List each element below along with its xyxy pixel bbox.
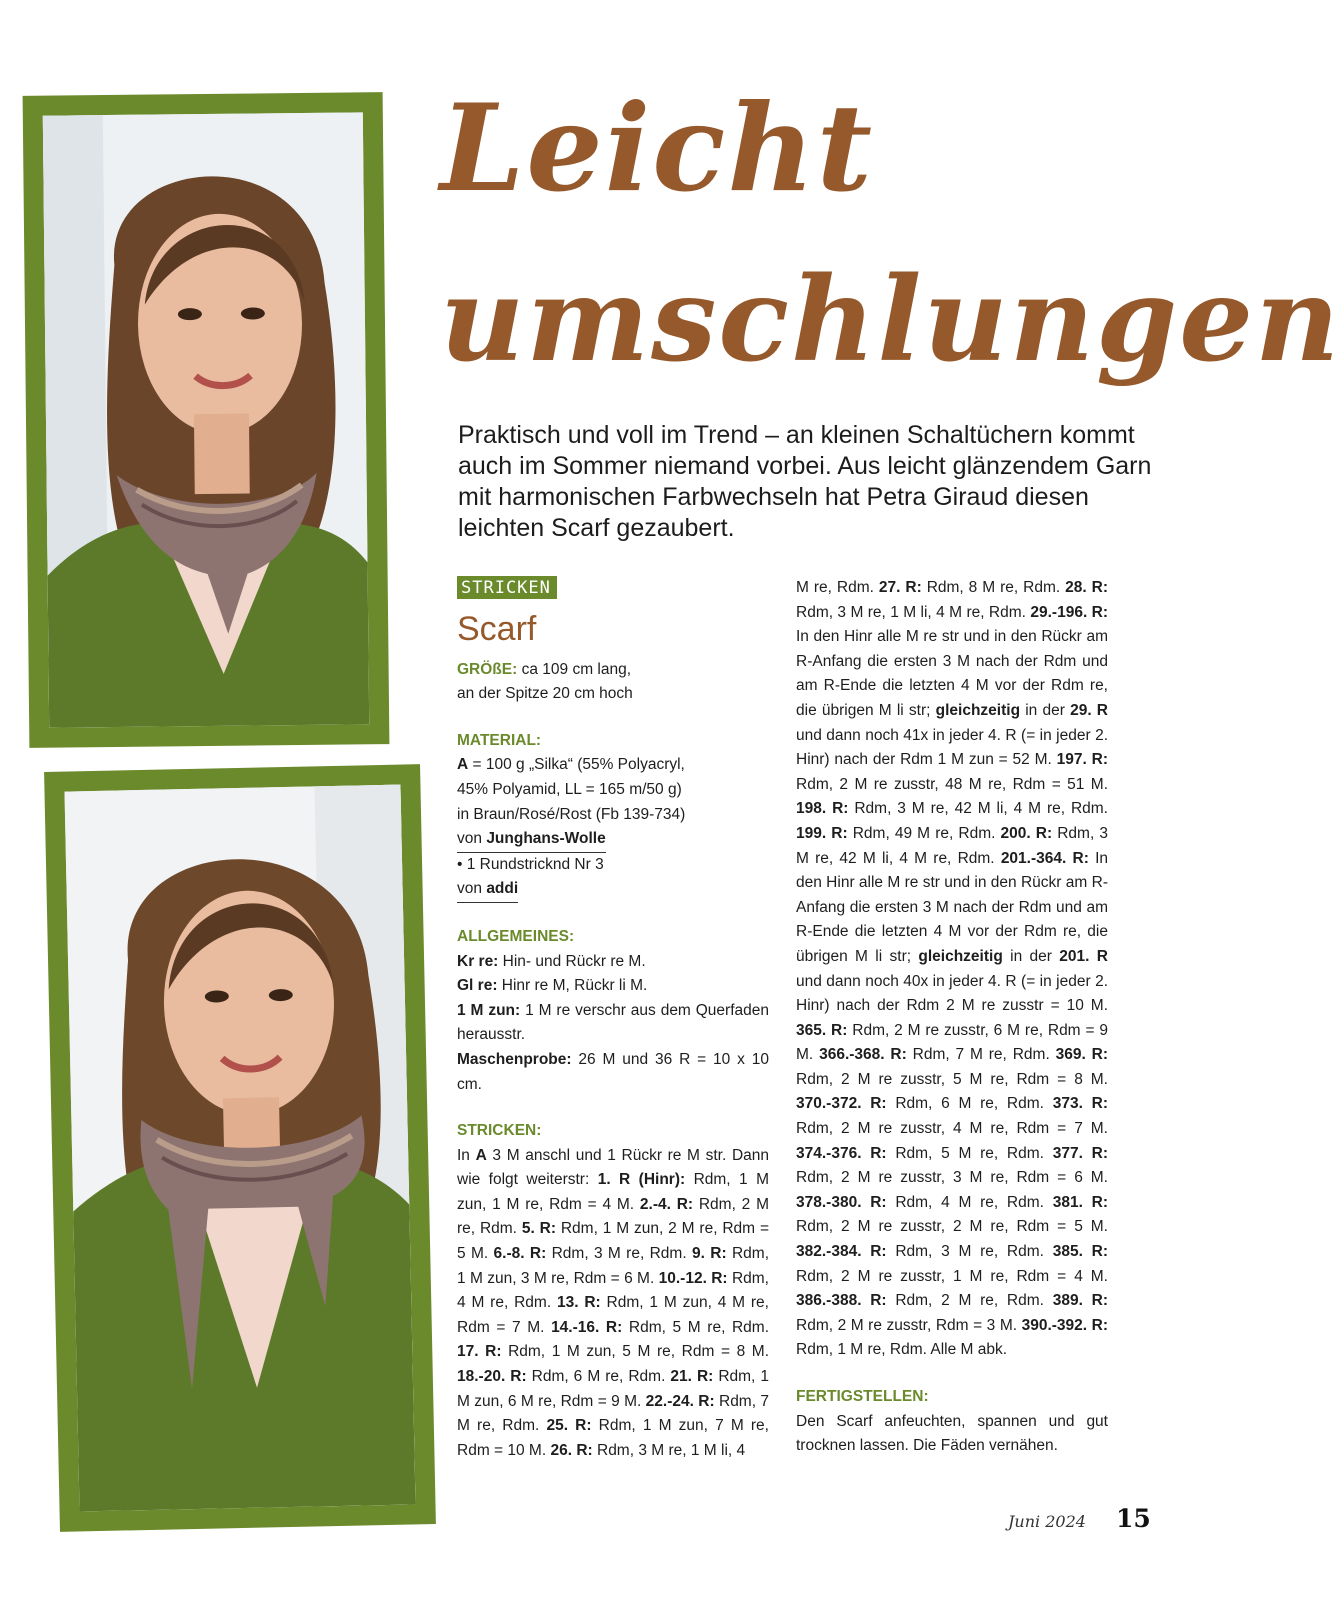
- vendor-link-addi[interactable]: [457, 877, 518, 903]
- needle-item: • 1 Rundstricknd Nr 3: [457, 855, 604, 873]
- size-label: GRÖßE:: [457, 660, 518, 678]
- material-line1: = 100 g „Silka“ (55% Polyacryl,: [468, 756, 685, 774]
- finishing-label: FERTIGSTELLEN:: [796, 1388, 929, 1405]
- pattern-column-2: [796, 576, 1108, 1459]
- material-line2: 45% Polyamid, LL = 165 m/50 g): [457, 780, 682, 798]
- kr-text: Hin- und Rückr re M.: [498, 952, 646, 970]
- vendor-name: Junghans-Wolle: [486, 830, 606, 848]
- probe-text: 26 M und 36 R = 10 x 10 cm.: [457, 1050, 769, 1093]
- issue-date: Juni 2024: [1008, 1512, 1086, 1531]
- zun-text: 1 M re verschr aus dem Querfaden herausstr.: [457, 1001, 769, 1044]
- probe-label: Maschenprobe:: [457, 1050, 572, 1068]
- page-number: 15: [1116, 1504, 1151, 1533]
- knitting-instructions-col2: M re, Rdm. 27. R: Rdm, 8 M re, Rdm. 28. R: Rdm, 3 M re, 1 M li, 4 M re, Rdm. 29.-196. R: In den Hinr alle M re str und in den Rückr am R-Anfang die ersten 3 M nach der Rdm und am R-Ende die letzten 4 M vor der Rdm re, die übrigen M li str; gleichzeitig in der 29. R und dann noch 41x in jeder 4. R (= in jeder 2. Hinr) nach der Rdm 1 M zun = 52 M. 197. R: Rdm, 2 M re zusstr, 48 M re, Rdm = 51 M. 198. R: Rdm, 3 M re, 42 M li, 4 M re, Rdm. 199. R: Rdm, 49 M re, Rdm. 200. R: Rdm, 3 M re, 42 M li, 4 M re, Rdm. 201.-364. R: In den Hinr alle M re str und in den Rückr am R-Anfang die ersten 3 M nach der Rdm und am R-Ende die letzten 4 M vor der Rdm re, die übrigen M li str; gleichzeitig in der 201. R und dann noch 40x in jeder 4. R (= in jeder 2. Hinr) nach der Rdm 2 M re zusstr = 10 M. 365. R: Rdm, 2 M re zusstr, 6 M re, Rdm = 9 M. 366.-368. R: Rdm, 7 M re, Rdm. 369. R: Rdm, 2 M re zusstr, 5 M re, Rdm = 8 M. 370.-372. R: Rdm, 6 M re, Rdm. 373. R: Rdm, 2 M re zusstr, 4 M re, Rdm = 7 M. 374.-376. R: Rdm, 5 M re, Rdm. 377. R: Rdm, 2 M re zusstr, 3 M re, Rdm = 6 M. 378.-380. R: Rdm, 4 M re, Rdm. 381. R: Rdm, 2 M re zusstr, 2 M re, Rdm = 5 M. 382.-384. R: Rdm, 3 M re, Rdm. 385. R: Rdm, 2 M re zusstr, 1 M re, Rdm = 4 M. 386.-388. R: Rdm, 2 M re, Rdm. 389. R: Rdm, 2 M re zusstr, Rdm = 3 M. 390.-392. R: Rdm, 1 M re, Rdm. Alle M abk.: [796, 579, 1109, 1359]
- photo-frame-top: [23, 92, 390, 748]
- general-label: ALLGEMEINES:: [457, 927, 575, 945]
- photo-frame-bottom: [44, 764, 436, 1532]
- material-line3: in Braun/Rosé/Rost (Fb 139-734): [457, 805, 686, 823]
- material-section: [457, 729, 769, 903]
- pattern-column-1: [457, 576, 769, 1463]
- intro-paragraph: Praktisch und voll im Trend – an kleinen Schaltüchern kommt auch im Sommer niemand vorbei. Aus leicht glänzendem Garn mit harmonischen Farbwechseln hat Petra Giraud diesen leichten Scarf gezaubert.: [458, 421, 1152, 542]
- knitting-section: [457, 1119, 769, 1463]
- size-line1: ca 109 cm lang,: [521, 660, 632, 678]
- gl-text: Hinr re M, Rückr li M.: [497, 977, 648, 995]
- finishing-text: Den Scarf anfeuchten, spannen und gut trocknen lassen. Die Fäden vernähen.: [796, 1412, 1108, 1455]
- knitting-label: STRICKEN:: [457, 1122, 542, 1140]
- gl-label: Gl re:: [457, 977, 498, 995]
- yarn-letter: A: [457, 756, 469, 774]
- page-title-line2: umschlungen: [440, 252, 1341, 388]
- vendor-prefix: von: [457, 830, 487, 848]
- photo-woman-scarf-closeup: [43, 112, 369, 727]
- material-label: MATERIAL:: [457, 731, 542, 749]
- vendor-name: addi: [486, 880, 519, 898]
- general-section: [457, 925, 769, 1097]
- zun-label: 1 M zun:: [457, 1001, 521, 1019]
- finishing-section: [796, 1385, 1108, 1459]
- photo-woman-scarf-full: [64, 785, 415, 1512]
- size-line2: an der Spitze 20 cm hoch: [457, 685, 633, 703]
- knitting-instructions-col1: In A 3 M anschl und 1 Rückr re M str. Dann wie folgt weiterstr: 1. R (Hinr): Rdm, 1 M zun, 1 M re, Rdm = 4 M. 2.-4. R: Rdm, 2 M re, Rdm. 5. R: Rdm, 1 M zun, 2 M re, Rdm = 5 M. 6.-8. R: Rdm, 3 M re, Rdm. 9. R: Rdm, 1 M zun, 3 M re, Rdm = 6 M. 10.-12. R: Rdm, 4 M re, Rdm. 13. R: Rdm, 1 M zun, 4 M re, Rdm = 7 M. 14.-16. R: Rdm, 5 M re, Rdm. 17. R: Rdm, 1 M zun, 5 M re, Rdm = 8 M. 18.-20. R: Rdm, 6 M re, Rdm. 21. R: Rdm, 1 M zun, 6 M re, Rdm = 9 M. 22.-24. R: Rdm, 7 M re, Rdm. 25. R: Rdm, 1 M zun, 7 M re, Rdm = 10 M. 26. R: Rdm, 3 M re, 1 M li, 4: [457, 1146, 770, 1459]
- page-title-line1: Leicht: [440, 78, 875, 219]
- category-tag: STRICKEN: [457, 576, 557, 599]
- pattern-name: Scarf: [457, 609, 537, 648]
- kr-label: Kr re:: [457, 952, 499, 970]
- vendor-link-junghans[interactable]: [457, 827, 606, 853]
- size-section: [457, 658, 769, 707]
- vendor-prefix: von: [457, 880, 487, 898]
